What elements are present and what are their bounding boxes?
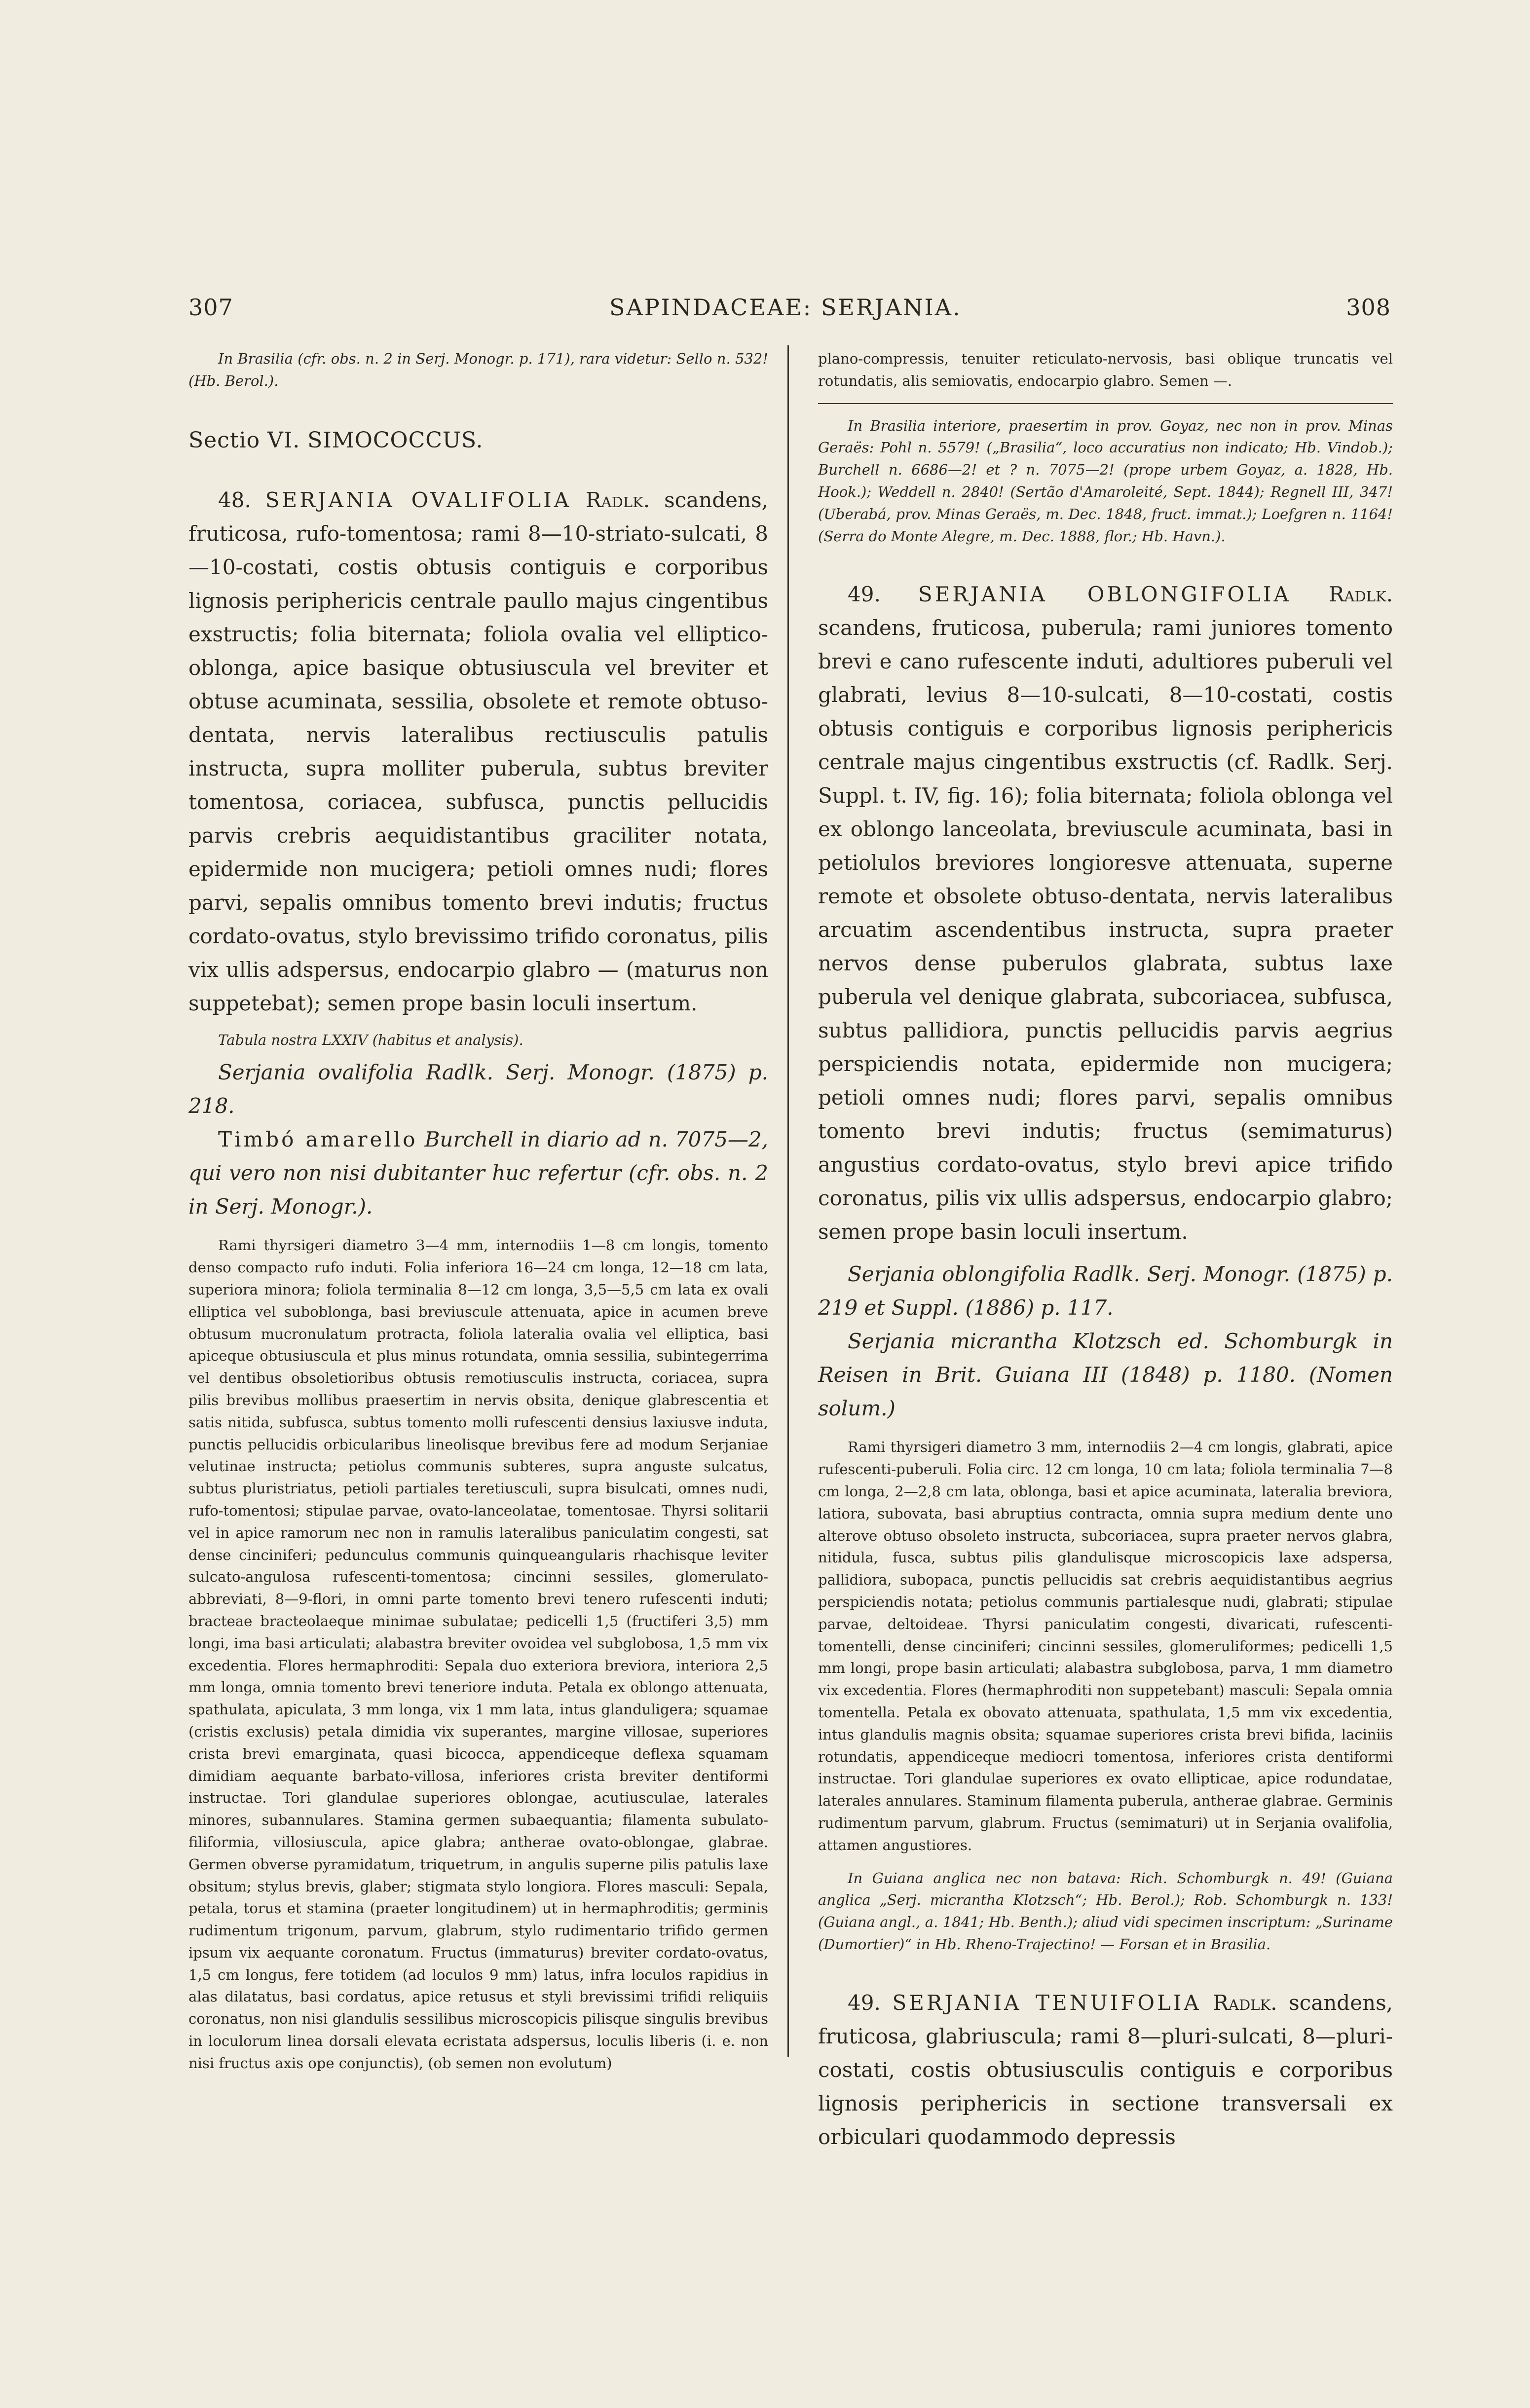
species-48-description <box>188 483 768 1020</box>
species-50-diagnosis: scandens, fruticosa, glabriuscula; rami 8—pluri-sulcati, 8—pluri-costati, costis obtusiusculis contiguis e corporibus lignosis periphericis in sectione transversali ex orbiculari quodammodo depressis <box>818 1990 1393 2149</box>
species-48-author: Radlk. <box>586 487 650 512</box>
vernacular-name: Timbó amarello <box>218 1127 418 1152</box>
species-48-name: SERJANIA OVALIFOLIA <box>265 487 572 512</box>
distribution-48: In Brasilia interiore, praesertim in prov. Goyaz, nec non in prov. Minas Geraës: Pohl n. 5579! („Brasilia“, loco accuratius non indicato; Hb. Vindob.); Burchell n. 6686—2! et ? n. 7075—2! (prope urbem Goyaz, a. 1828, Hb. Hook.); Weddell n. 2840! (Sertão d'Amaroleité, Sept. 1844); Regnell III, 347! (Uberabá, prov. Minas Geraës, m. Dec. 1848, fruct. immat.); Loefgren n. 1164! (Serra do Monte Alegre, m. Dec. 1888, flor.; Hb. Havn.). <box>818 417 1393 545</box>
synonym-48: Serjania ovalifolia Radlk. Serj. Monogr. (1875) p. 218. <box>188 1060 768 1118</box>
species-49-number: 49. <box>848 582 881 607</box>
distribution-49: In Guiana anglica nec non batava: Rich. Schomburgk n. 49! (Guiana anglica „Serj. micrantha Klotzsch“; Hb. Berol.); Rob. Schomburgk n. 133! (Guiana angl., a. 1841; Hb. Benth.); aliud vidi specimen inscriptum: „Suriname (Dumortier)“ in Hb. Rheno-Trajectino! — Forsan et in Brasilia. <box>818 1869 1393 1953</box>
species-49-diagnosis: scandens, fruticosa, puberula; rami juniores tomento brevi e cano rufescente induti, adultiores puberuli vel glabrati, levius 8—10-sulcati, 8—10-costati, costis obtusis contiguis e corporibus lignosis periphericis centrale majus cingentibus exstructis (cf. Radlk. Serj. Suppl. t. IV, fig. 16); folia biternata; foliola oblonga vel ex oblongo lanceolata, breviuscule acuminata, basi in petiolulos breviores longioresve attenuata, superne remote et obsolete obtuso-dentata, nervis lateralibus arcuatim ascendentibus instructa, supra praeter nervos dense puberulos glabrata, subtus laxe puberula vel denique glabrata, subcoriacea, subfusca, subtus pallidiora, punctis pellucidis parvis aegrius perspiciendis notata, epidermide non mucigera; petioli omnes nudi; flores parvi, sepalis omnibus tomento brevi indutis; fructus (semimaturus) angustius cordato-ovatus, stylo brevi apice trifido coronatus, pilis vix ullis adspersus, endocarpio glabro; semen prope basin loculi insertum. <box>818 616 1393 1244</box>
species-50-description <box>818 1986 1393 2154</box>
species-50-name: SERJANIA TENUIFOLIA <box>892 1990 1201 2015</box>
left-column <box>188 345 768 2075</box>
page-number-left: 307 <box>188 294 233 321</box>
section-heading: Sectio VI. SIMOCOCCUS. <box>188 427 484 453</box>
page-number-right: 308 <box>1346 294 1391 321</box>
synonym-49-a: Serjania oblongifolia Radlk. Serj. Monogr. (1875) p. 219 et Suppl. (1886) p. 117. <box>818 1262 1393 1320</box>
separator-line <box>818 403 1393 404</box>
vernacular-48 <box>188 1123 768 1223</box>
species-50-author: Radlk. <box>1213 1990 1277 2015</box>
species-48-number: 48. <box>218 487 251 512</box>
left-continuation: In Brasilia (cfr. obs. n. 2 in Serj. Monogr. p. 171), rara videtur: Sello n. 532! (Hb. Berol.). <box>188 350 768 389</box>
species-49-detail: Rami thyrsigeri diametro 3 mm, internodiis 2—4 cm longis, glabrati, apice rufescenti-puberuli. Folia circ. 12 cm longa, 10 cm lata; foliola terminalia 7—8 cm longa, 2—2,8 cm lata, oblonga, basi et apice acuminata, lateralia breviora, latiora, subovata, basi abruptius contracta, omnia supra medium dente uno alterove obtuso obsoleto instructa, subcoriacea, supra praeter nervos glabra, nitidula, fusca, subtus pilis glandulisque microscopicis laxe adspersa, pallidiora, subopaca, punctis pellucidis sat crebris aequidistantibus aegrius perspiciendis notata; petiolus communis partialesque nudi, glabrati; stipulae parvae, deltoideae. Thyrsi paniculatim congesti, divaricati, rufescenti-tomentelli, dense cinciniferi; cincinni sessiles, glomeruliformes; pedicelli 1,5 mm longi, prope basin articulati; alabastra subglobosa, parva, 1 mm diametro vix excedentia. Flores (hermaphroditi non suppetebant) masculi: Sepala omnia tomentella. Petala ex obovato attenuata, spathulata, 1,5 mm vix excedentia, intus glandulis magnis obsita; squamae superiores crista brevi bifida, laciniis rotundatis, appendiceque mediocri tomentosa, inferiores crista dentiformi instructae. Tori glandulae superiores ex ovato ellipticae, apice rodundatae, laterales annulares. Staminum filamenta puberula, antherae glabrae. Germinis rudimentum parvum, glabrum. Fructus (semimaturi) ut in Serjania ovalifolia, attamen angustiores. <box>818 1439 1393 1853</box>
column-divider <box>787 345 789 2057</box>
vernacular-note: Burchell in diario ad n. 7075—2, qui vero non nisi dubitanter huc refertur (cfr. obs. n. 2 in Serj. Monogr.). <box>188 1127 768 1219</box>
plate-reference: Tabula nostra LXXIV (habitus et analysis). <box>218 1031 523 1048</box>
species-48-detail: Rami thyrsigeri diametro 3—4 mm, internodiis 1—8 cm longis, tomento denso compacto rufo induti. Folia inferiora 16—24 cm longa, 12—18 cm lata, superiora minora; foliola terminalia 8—12 cm longa, 3,5—5,5 cm lata ex ovali elliptica vel suboblonga, basi breviuscule attenuata, apice in acumen breve obtusum mucronulatum protracta, foliola lateralia ovalia vel elliptica, basi apiceque obtusiuscula et plus minus rotundata, omnia sessilia, subintegerrima vel dentibus obsoletioribus obtusis remotiusculis instructa, coriacea, supra pilis brevibus mollibus praesertim in nervis obsita, denique glabrescentia et satis nitida, subfusca, subtus tomento molli rufescenti densius laxiusve induta, punctis pellucidis orbicularibus lineolisque brevibus fere ad modum Serjaniae velutinae instructa; petiolus communis subteres, supra anguste sulcatus, subtus pluristriatus, petioli partiales teretiusculi, supra bisulcati, omnes nudi, rufo-tomentosi; stipulae parvae, ovato-lanceolatae, tomentosae. Thyrsi solitarii vel in apice ramorum nec non in ramulis lateralibus paniculatim congesti, sat dense cinciniferi; pedunculus communis quinqueangularis rhachisque leviter sulcato-angulosa rufescenti-tomentosa; cincinni sessiles, glomerulato-abbreviati, 8—9-flori, in omni parte tomento brevi tenero rufescenti induti; bracteae bracteolaeque minimae subulatae; pedicelli 1,5 (fructiferi 3,5) mm longi, ima basi articulati; alabastra breviter ovoidea vel subglobosa, 1,5 mm vix excedentia. Flores hermaphroditi: Sepala duo exteriora breviora, interiora 2,5 mm longa, omnia tomento brevi teneriore induta. Petala ex oblongo attenuata, spathulata, apiculata, 3 mm longa, vix 1 mm lata, intus glanduligera; squamae (cristis exclusis) petala dimidia vix superantes, margine villosae, superiores crista brevi emarginata, quasi bicocca, appendiceque deflexa squamam dimidiam aequante barbato-villosa, inferiores crista breviter dentiformi instructae. Tori glandulae superiores oblongae, acutiusculae, laterales minores, subannulares. Stamina germen subaequantia; filamenta subulato-filiformia, villosiuscula, apice glabra; antherae ovato-oblongae, glabrae. Germen obverse pyramidatum, triquetrum, in angulis superne pilis patulis laxe obsitum; stylus brevis, glaber; stigmata stylo longiora. Flores masculi: Sepala, petala, torus et stamina (praeter longitudinem) ut in hermaphroditis; germinis rudimentum trigonum, parvum, glabrum, stylo rudimentario trifido germen ipsum vix aequante coronatum. Fructus (immaturus) breviter cordato-ovatus, 1,5 cm longus, fere totidem (ad loculos 9 mm) latus, infra loculos rapidius in alas dilatatus, basi cordatus, apice retusus et styli brevissimi trifidi reliquiis coronatus, non nisi glandulis sessilibus microscopicis pilisque singulis brevibus in loculorum linea dorsali elevata ecristata adspersus, loculis liberis (i. e. non nisi fructus axis ope conjunctis), (ob semen non evolutum) <box>188 1237 768 2072</box>
species-49-name: SERJANIA OBLONGIFOLIA <box>918 582 1291 607</box>
synonym-49-b: Serjania micrantha Klotzsch ed. Schomburgk in Reisen in Brit. Guiana III (1848) p. 1180. (Nomen solum.) <box>818 1329 1393 1421</box>
species-49-author: Radlk. <box>1328 582 1393 607</box>
species-49-description <box>818 578 1393 1249</box>
species-50-number: 49. <box>848 1990 881 2015</box>
running-title: SAPINDACEAE: SERJANIA. <box>609 294 962 321</box>
right-column <box>818 345 1393 2154</box>
species-48-diagnosis: scandens, fruticosa, rufo-tomentosa; rami 8—10-striato-sulcati, 8—10-costati, costis obtusis contiguis e corporibus lignosis periphericis centrale paullo majus cingentibus exstructis; folia biternata; foliola ovalia vel elliptico-oblonga, apice basique obtusiuscula vel breviter et obtuse acuminata, sessilia, obsolete et remote obtuso-dentata, nervis lateralibus rectiusculis patulis instructa, supra molliter puberula, subtus breviter tomentosa, coriacea, subfusca, punctis pellucidis parvis crebris aequidistantibus graciliter notata, epidermide non mucigera; petioli omnes nudi; flores parvi, sepalis omnibus tomento brevi indutis; fructus cordato-ovatus, stylo brevissimo trifido coronatus, pilis vix ullis adspersus, endocarpio glabro — (maturus non suppetebat); semen prope basin loculi insertum. <box>188 487 768 1015</box>
right-continuation: plano-compressis, tenuiter reticulato-nervosis, basi oblique truncatis vel rotundatis, alis semiovatis, endocarpio glabro. Semen —. <box>818 350 1393 389</box>
